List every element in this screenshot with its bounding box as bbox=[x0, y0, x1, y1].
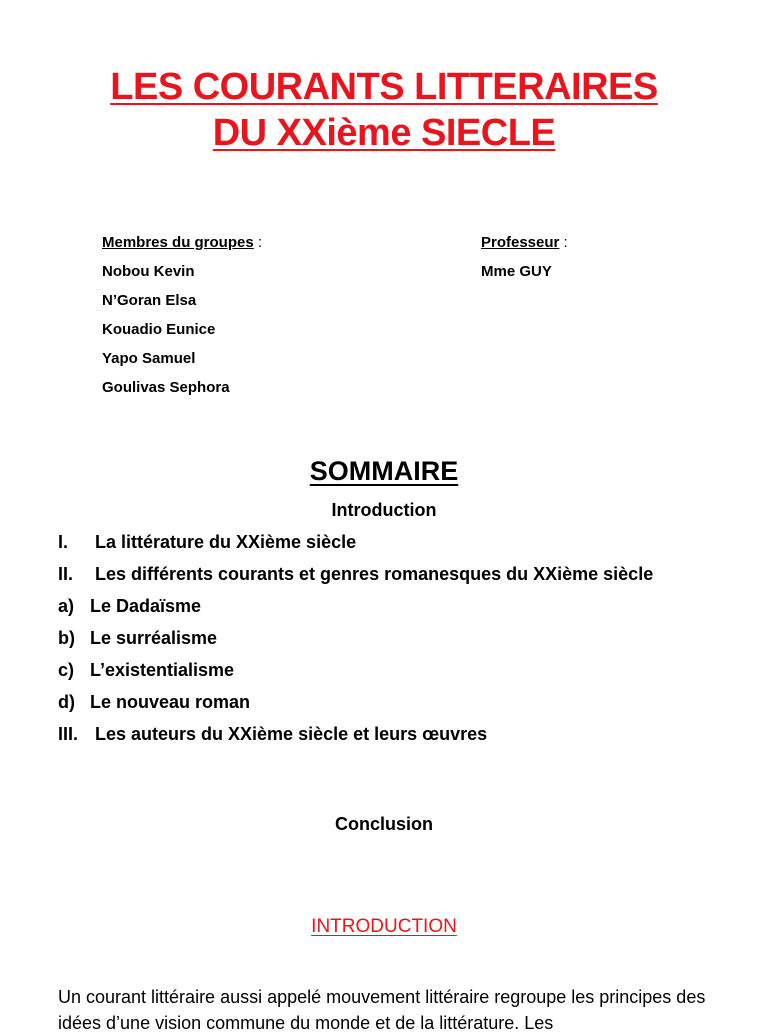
members-block bbox=[102, 228, 262, 402]
member-name: Nobou Kevin bbox=[102, 263, 195, 280]
introduction-heading-text: INTRODUCTION bbox=[311, 916, 457, 937]
professor-heading: Professeur bbox=[481, 234, 560, 251]
title-line-2: DU XXième SIECLE bbox=[212, 112, 556, 154]
professor-block bbox=[481, 228, 568, 286]
summary-heading bbox=[0, 456, 768, 487]
summary-conclusion: Conclusion bbox=[335, 814, 433, 834]
toc-number: III. bbox=[58, 724, 79, 744]
toc-text: Le nouveau roman bbox=[90, 692, 251, 712]
table-of-contents bbox=[58, 530, 738, 754]
member-name: Kouadio Eunice bbox=[102, 321, 216, 338]
toc-number: c) bbox=[58, 660, 75, 680]
toc-item bbox=[58, 594, 738, 618]
toc-text: Le surréalisme bbox=[90, 628, 218, 648]
toc-number: II. bbox=[58, 564, 74, 584]
toc-item bbox=[58, 722, 738, 746]
toc-item bbox=[58, 658, 738, 682]
professor-colon: : bbox=[559, 234, 568, 251]
professor-heading-row bbox=[481, 228, 568, 257]
members-heading: Membres du groupes bbox=[102, 234, 254, 251]
toc-number: b) bbox=[58, 628, 75, 648]
title-line-1: LES COURANTS LITTERAIRES bbox=[110, 66, 658, 108]
document-title bbox=[0, 62, 768, 112]
member-name: Yapo Samuel bbox=[102, 350, 196, 367]
summary-heading-text: SOMMAIRE bbox=[309, 456, 459, 486]
members-heading-row bbox=[102, 228, 262, 257]
toc-text: Les auteurs du XXième siècle et leurs œuvres bbox=[95, 724, 488, 744]
introduction-paragraph: Un courant littéraire aussi appelé mouvement littéraire regroupe les principes des idées d’une vision commune du monde et de la littérature. Les bbox=[58, 987, 706, 1033]
toc-text: L’existentialisme bbox=[90, 660, 235, 680]
toc-number: d) bbox=[58, 692, 75, 712]
member-name: N’Goran Elsa bbox=[102, 292, 197, 309]
toc-item bbox=[58, 562, 738, 586]
member-name: Goulivas Sephora bbox=[102, 379, 230, 396]
professor-name: Mme GUY bbox=[481, 263, 552, 280]
summary-intro: Introduction bbox=[331, 500, 437, 520]
members-colon: : bbox=[253, 234, 263, 251]
toc-text: Le Dadaïsme bbox=[90, 596, 202, 616]
toc-item bbox=[58, 626, 738, 650]
toc-text: La littérature du XXième siècle bbox=[95, 532, 357, 552]
introduction-heading bbox=[0, 916, 768, 938]
toc-text: Les différents courants et genres romanesques du XXième siècle bbox=[95, 564, 654, 584]
toc-number: I. bbox=[58, 532, 69, 552]
document-subtitle bbox=[0, 108, 768, 158]
toc-item bbox=[58, 530, 738, 554]
toc-item bbox=[58, 690, 738, 714]
toc-number: a) bbox=[58, 596, 75, 616]
